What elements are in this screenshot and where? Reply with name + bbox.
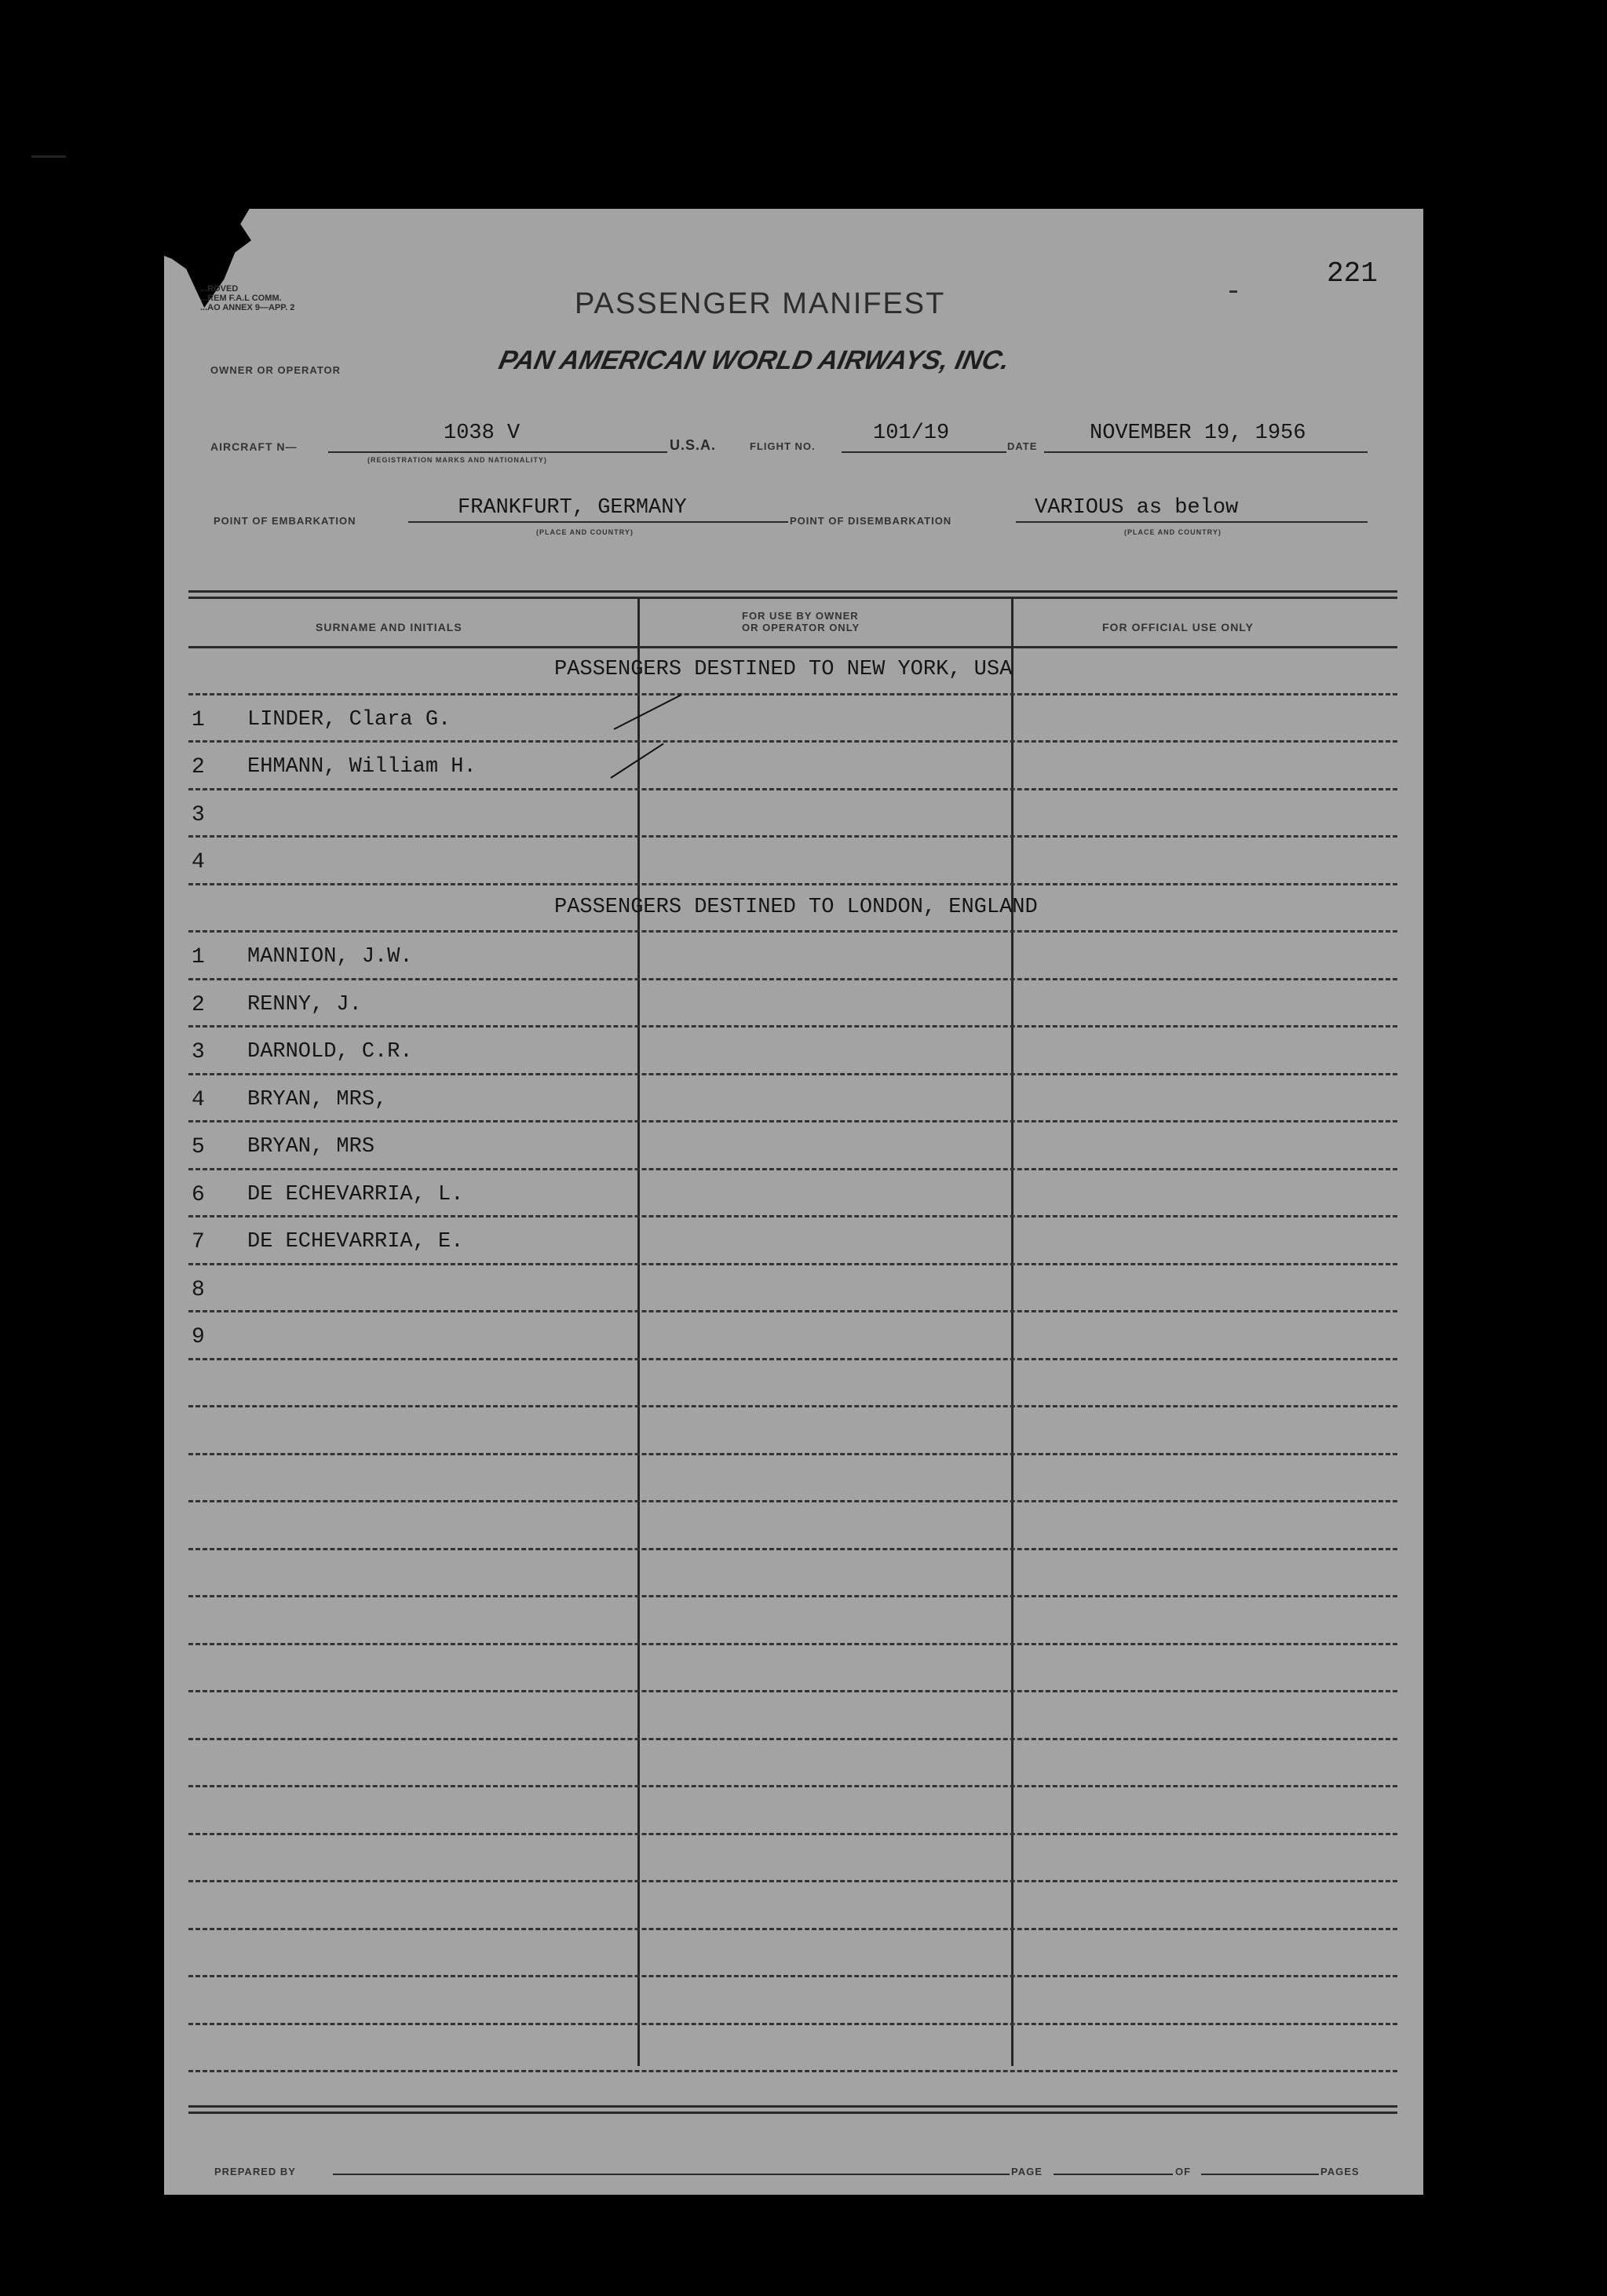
- row-rule: [188, 835, 1397, 838]
- corner-dash: [1229, 290, 1237, 293]
- row-rule: [188, 1453, 1397, 1455]
- row-rule: [188, 1928, 1397, 1930]
- page-number: 221: [1327, 257, 1378, 290]
- passenger-name: DARNOLD, C.R.: [247, 1040, 413, 1064]
- pages-label: PAGES: [1320, 2166, 1360, 2177]
- embarkation-sublabel: (PLACE AND COUNTRY): [536, 528, 634, 536]
- row-number: 1: [192, 707, 205, 732]
- row-rule: [188, 1310, 1397, 1312]
- row-rule: [188, 1690, 1397, 1692]
- header-bottom-rule: [188, 646, 1397, 648]
- aircraft-underline: [328, 451, 667, 453]
- passenger-name: DE ECHEVARRIA, E.: [247, 1230, 464, 1254]
- approval-stamp: [200, 284, 389, 312]
- prepared-by-label: PREPARED BY: [214, 2166, 296, 2177]
- date-underline: [1044, 451, 1368, 453]
- row-number: 3: [192, 802, 205, 827]
- row-rule: [188, 1120, 1397, 1122]
- row-rule: [188, 978, 1397, 980]
- table-bottom-rule-1: [188, 2105, 1397, 2108]
- date-value: NOVEMBER 19, 1956: [1090, 422, 1306, 445]
- row-rule: [188, 1880, 1397, 1882]
- row-rule: [188, 1025, 1397, 1028]
- column-divider-2: [1011, 598, 1014, 2066]
- page-label: PAGE: [1011, 2166, 1043, 2177]
- row-rule: [188, 1358, 1397, 1360]
- country-label: U.S.A.: [670, 437, 717, 453]
- column-divider-1: [637, 598, 640, 2066]
- page-underline: [1054, 2174, 1173, 2175]
- row-rule: [188, 1168, 1397, 1170]
- destination-heading: PASSENGERS DESTINED TO NEW YORK, USA: [554, 658, 1013, 681]
- passenger-name: RENNY, J.: [247, 992, 362, 1017]
- row-rule: [188, 1500, 1397, 1502]
- embarkation-underline: [408, 521, 788, 523]
- row-rule: [188, 1738, 1397, 1740]
- passenger-name: BRYAN, MRS: [247, 1135, 375, 1159]
- row-rule: [188, 1785, 1397, 1787]
- row-number: 5: [192, 1135, 205, 1159]
- date-label: DATE: [1007, 440, 1038, 452]
- embarkation-value: FRANKFURT, GERMANY: [458, 496, 687, 520]
- row-number: 1: [192, 945, 205, 969]
- disembarkation-value: VARIOUS as below: [1035, 496, 1239, 520]
- column-official: FOR OFFICIAL USE ONLY: [1102, 621, 1254, 633]
- prepared-by-underline: [333, 2174, 1010, 2175]
- margin-mark: [31, 155, 66, 158]
- stamp-line-3: ...AO ANNEX 9—APP. 2: [200, 303, 295, 312]
- row-rule: [188, 1595, 1397, 1597]
- aircraft-value: 1038 V: [444, 422, 520, 445]
- table-bottom-rule-2: [188, 2112, 1397, 2114]
- row-rule: [188, 1643, 1397, 1645]
- flight-label: FLIGHT NO.: [750, 440, 816, 452]
- row-number: 4: [192, 1087, 205, 1112]
- row-rule: [188, 930, 1397, 933]
- table-top-rule-2: [188, 597, 1397, 599]
- passenger-name: LINDER, Clara G.: [247, 707, 451, 732]
- row-rule: [188, 1073, 1397, 1075]
- stamp-line-2: ...REM F.A.L COMM.: [200, 294, 282, 303]
- flight-underline: [842, 451, 1006, 453]
- stamp-line-1: ...ROVED: [200, 284, 239, 294]
- row-number: 9: [192, 1325, 205, 1349]
- aircraft-sublabel: (REGISTRATION MARKS AND NATIONALITY): [367, 456, 547, 464]
- row-rule: [188, 740, 1397, 743]
- row-number: 8: [192, 1277, 205, 1302]
- row-number: 7: [192, 1230, 205, 1254]
- row-number: 2: [192, 992, 205, 1017]
- operator-name: PAN AMERICAN WORLD AIRWAYS, INC.: [496, 345, 1013, 375]
- row-rule: [188, 788, 1397, 790]
- passenger-name: BRYAN, MRS,: [247, 1087, 388, 1111]
- of-label: OF: [1175, 2166, 1192, 2177]
- form-title: PASSENGER MANIFEST: [575, 287, 946, 320]
- column-owner-use-line2: OR OPERATOR ONLY: [742, 622, 860, 633]
- row-rule: [188, 2070, 1397, 2072]
- row-number: 4: [192, 850, 205, 874]
- column-owner-use-line1: FOR USE BY OWNER: [742, 610, 859, 622]
- destination-heading: PASSENGERS DESTINED TO LONDON, ENGLAND: [554, 895, 1038, 919]
- disembarkation-label: POINT OF DISEMBARKATION: [790, 515, 952, 527]
- column-surname: SURNAME AND INITIALS: [316, 621, 462, 633]
- row-rule: [188, 1215, 1397, 1217]
- row-rule: [188, 1833, 1397, 1835]
- table-top-rule-1: [188, 590, 1397, 593]
- row-number: 3: [192, 1040, 205, 1064]
- disembarkation-sublabel: (PLACE AND COUNTRY): [1124, 528, 1222, 536]
- aircraft-label: AIRCRAFT N—: [210, 440, 298, 453]
- row-rule: [188, 1263, 1397, 1265]
- passenger-name: MANNION, J.W.: [247, 945, 413, 969]
- row-number: 6: [192, 1182, 205, 1207]
- disembarkation-underline: [1016, 521, 1368, 523]
- row-rule: [188, 883, 1397, 885]
- embarkation-label: POINT OF EMBARKATION: [214, 515, 356, 527]
- row-number: 2: [192, 755, 205, 779]
- row-rule: [188, 1405, 1397, 1407]
- passenger-name: EHMANN, William H.: [247, 755, 477, 779]
- row-rule: [188, 1975, 1397, 1977]
- passenger-name: DE ECHEVARRIA, L.: [247, 1182, 464, 1206]
- of-underline: [1201, 2174, 1319, 2175]
- flight-value: 101/19: [873, 422, 950, 445]
- row-rule: [188, 1548, 1397, 1550]
- row-rule: [188, 2023, 1397, 2025]
- owner-label: OWNER OR OPERATOR: [210, 364, 341, 376]
- row-rule: [188, 693, 1397, 695]
